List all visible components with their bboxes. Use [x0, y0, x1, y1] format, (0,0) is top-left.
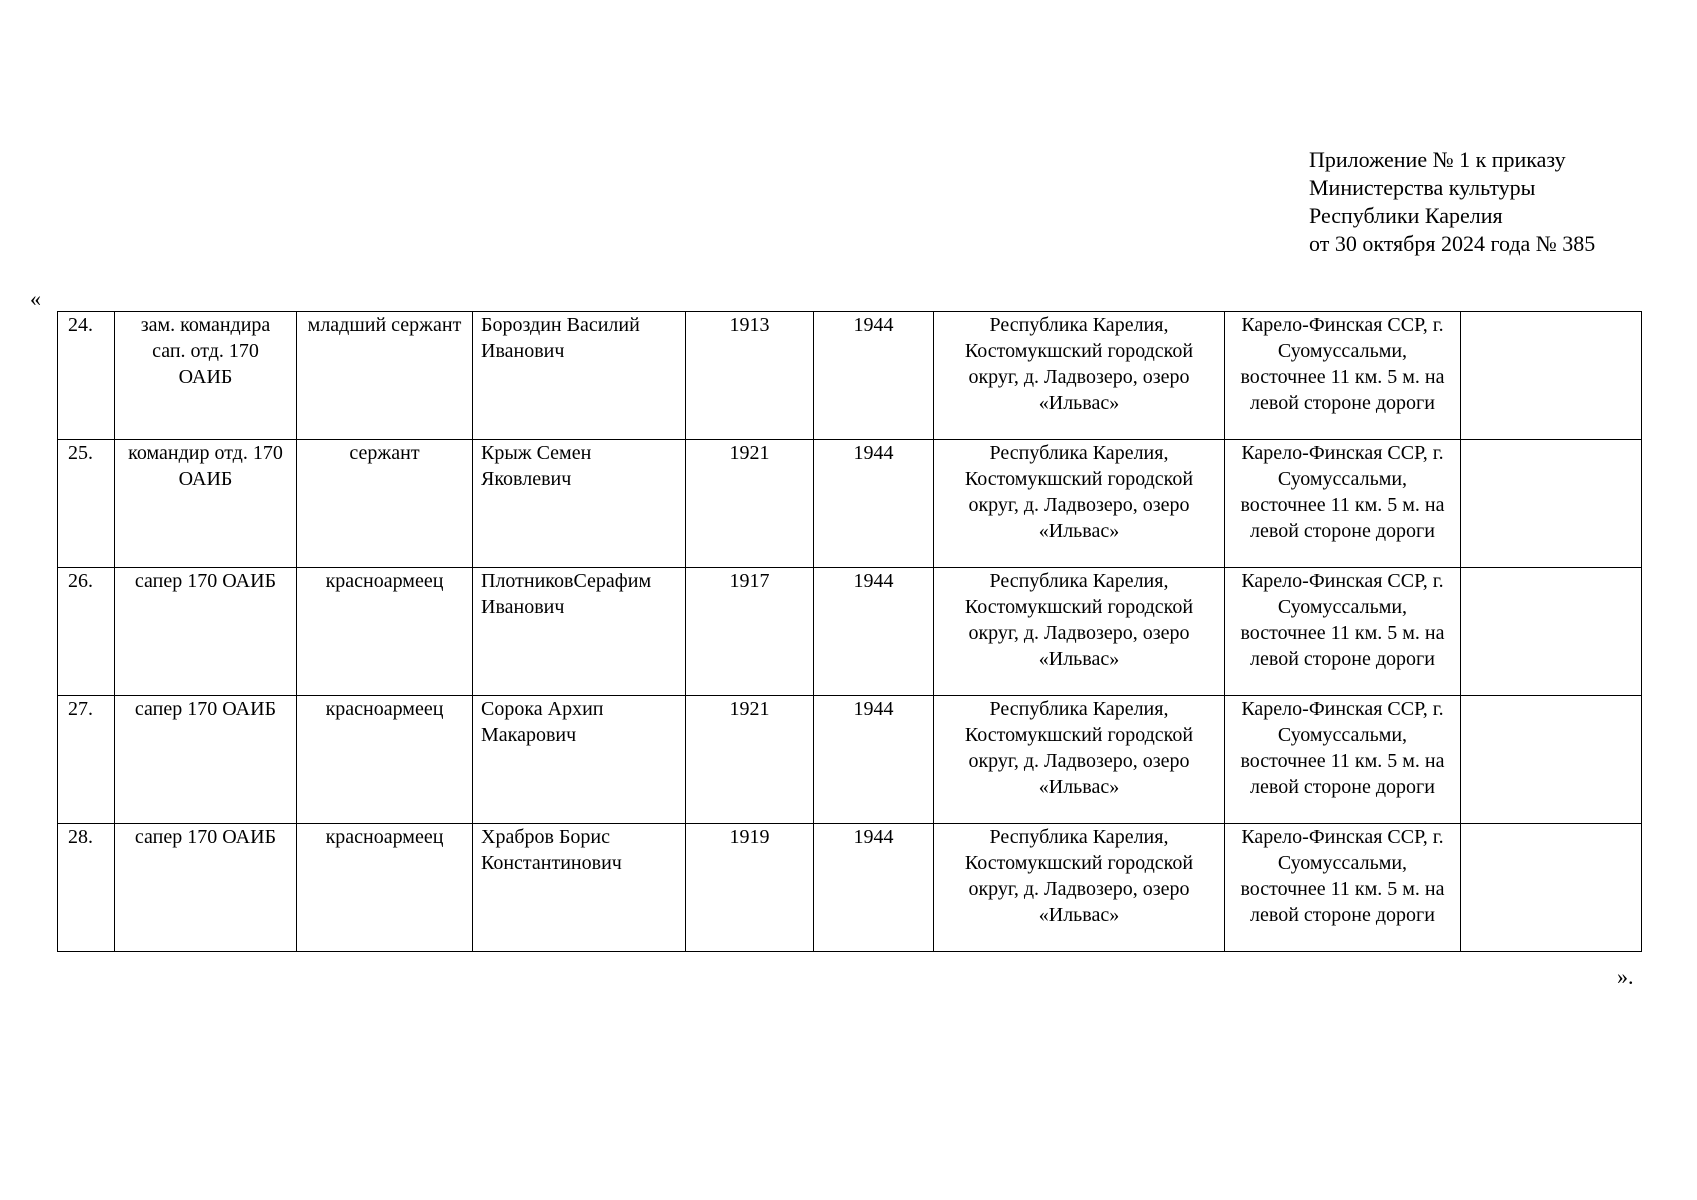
record-birth-year: 1913: [686, 312, 814, 440]
record-number: 26.: [58, 568, 115, 696]
record-name: Крыж Семен Яковлевич: [473, 440, 686, 568]
record-name: Сорока Архип Макарович: [473, 696, 686, 824]
table-row: [58, 696, 1642, 824]
record-note: [1461, 440, 1642, 568]
record-burial-place: Республика Карелия, Костомукшский городской округ, д. Ладвозеро, озеро «Ильвас»: [934, 568, 1225, 696]
record-death-year: 1944: [814, 440, 934, 568]
table-row: [58, 312, 1642, 440]
record-rank: красноармеец: [297, 696, 473, 824]
record-burial-place: Республика Карелия, Костомукшский городской округ, д. Ладвозеро, озеро «Ильвас»: [934, 440, 1225, 568]
record-number: 24.: [58, 312, 115, 440]
record-note: [1461, 312, 1642, 440]
appendix-header-line-1: Приложение № 1 к приказу: [1309, 147, 1566, 172]
record-burial-place: Республика Карелия, Костомукшский городской округ, д. Ладвозеро, озеро «Ильвас»: [934, 312, 1225, 440]
record-name: Храбров Борис Константинович: [473, 824, 686, 952]
record-number: 27.: [58, 696, 115, 824]
record-rank: младший сержант: [297, 312, 473, 440]
record-rank: красноармеец: [297, 568, 473, 696]
record-birth-year: 1919: [686, 824, 814, 952]
record-death-year: 1944: [814, 696, 934, 824]
appendix-header-line-3: Республики Карелия: [1309, 203, 1503, 228]
record-position: сапер 170 ОАИБ: [115, 568, 297, 696]
appendix-header: [1309, 146, 1595, 258]
burial-records-table: [57, 311, 1642, 952]
record-note: [1461, 568, 1642, 696]
record-original-place: Карело-Финская ССР, г. Суомуссальми, восточнее 11 км. 5 м. на левой стороне дороги: [1225, 312, 1461, 440]
opening-quote-mark: «: [30, 286, 41, 311]
appendix-header-line-4: от 30 октября 2024 года № 385: [1309, 231, 1596, 256]
record-original-place: Карело-Финская ССР, г. Суомуссальми, восточнее 11 км. 5 м. на левой стороне дороги: [1225, 440, 1461, 568]
record-name: Бороздин Василий Иванович: [473, 312, 686, 440]
table-row: [58, 568, 1642, 696]
record-birth-year: 1917: [686, 568, 814, 696]
record-original-place: Карело-Финская ССР, г. Суомуссальми, восточнее 11 км. 5 м. на левой стороне дороги: [1225, 696, 1461, 824]
record-birth-year: 1921: [686, 696, 814, 824]
record-original-place: Карело-Финская ССР, г. Суомуссальми, восточнее 11 км. 5 м. на левой стороне дороги: [1225, 824, 1461, 952]
record-death-year: 1944: [814, 312, 934, 440]
record-position: командир отд. 170 ОАИБ: [115, 440, 297, 568]
record-death-year: 1944: [814, 568, 934, 696]
record-name: ПлотниковСерафим Иванович: [473, 568, 686, 696]
record-rank: сержант: [297, 440, 473, 568]
record-original-place: Карело-Финская ССР, г. Суомуссальми, восточнее 11 км. 5 м. на левой стороне дороги: [1225, 568, 1461, 696]
record-rank: красноармеец: [297, 824, 473, 952]
record-position: сапер 170 ОАИБ: [115, 824, 297, 952]
record-position: сапер 170 ОАИБ: [115, 696, 297, 824]
table-row: [58, 440, 1642, 568]
record-death-year: 1944: [814, 824, 934, 952]
closing-quote-mark: ».: [1617, 964, 1634, 989]
record-position: зам. командира сап. отд. 170 ОАИБ: [115, 312, 297, 440]
record-number: 25.: [58, 440, 115, 568]
record-number: 28.: [58, 824, 115, 952]
record-burial-place: Республика Карелия, Костомукшский городской округ, д. Ладвозеро, озеро «Ильвас»: [934, 824, 1225, 952]
record-burial-place: Республика Карелия, Костомукшский городской округ, д. Ладвозеро, озеро «Ильвас»: [934, 696, 1225, 824]
record-note: [1461, 824, 1642, 952]
table-row: [58, 824, 1642, 952]
appendix-header-line-2: Министерства культуры: [1309, 175, 1536, 200]
record-birth-year: 1921: [686, 440, 814, 568]
record-note: [1461, 696, 1642, 824]
